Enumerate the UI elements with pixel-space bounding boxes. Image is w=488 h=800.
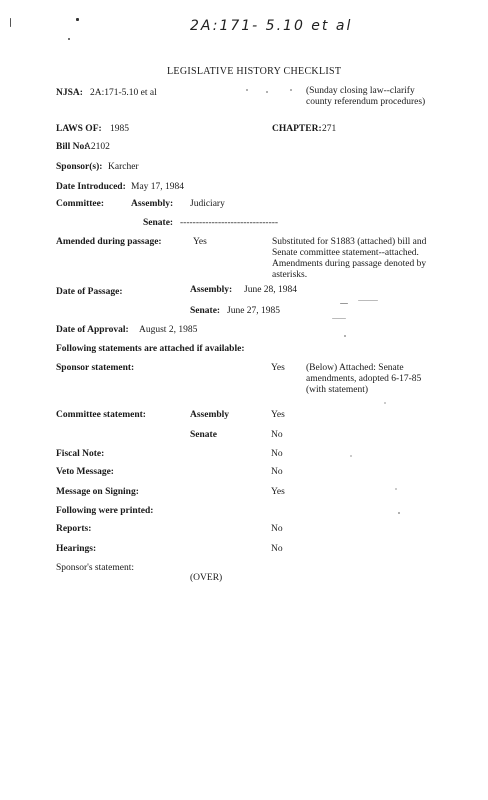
committee-senate-label: Senate: <box>143 218 174 228</box>
committee-statement-senate-value: No <box>271 430 283 440</box>
scan-mark <box>358 300 378 301</box>
message-on-signing-value: Yes <box>271 487 285 497</box>
bill-no-label: Bill No: <box>56 142 88 152</box>
laws-of-value: 1985 <box>110 124 129 134</box>
page-title: LEGISLATIVE HISTORY CHECKLIST <box>167 66 342 77</box>
passage-assembly-label: Assembly: <box>190 285 233 295</box>
scan-mark <box>76 18 79 21</box>
sponsor-value: Karcher <box>108 162 139 172</box>
scan-mark <box>384 402 386 404</box>
scan-mark <box>395 488 397 490</box>
amended-label: Amended during passage: <box>56 237 162 247</box>
reports-label: Reports: <box>56 524 92 534</box>
scan-mark <box>340 303 348 304</box>
scan-mark <box>332 318 346 319</box>
njsa-label: NJSA: <box>56 88 83 98</box>
fiscal-note-value: No <box>271 449 283 459</box>
committee-statement-assembly-label: Assembly <box>190 410 230 420</box>
committee-assembly-value: Judiciary <box>190 199 225 209</box>
hearings-label: Hearings: <box>56 544 97 554</box>
chapter-label: CHAPTER: <box>272 124 322 134</box>
bill-no-value: A2102 <box>84 142 110 152</box>
sponsor-statement-value: Yes <box>271 363 285 373</box>
date-of-approval-label: Date of Approval: <box>56 325 129 335</box>
committee-assembly-label: Assembly: <box>131 199 174 209</box>
chapter-value: 271 <box>322 124 337 134</box>
scan-mark <box>350 455 352 457</box>
passage-senate-value: June 27, 1985 <box>227 306 281 316</box>
committee-statement-assembly-value: Yes <box>271 410 285 420</box>
sponsor-statement-label: Sponsor statement: <box>56 363 135 373</box>
sponsor-label: Sponsor(s): <box>56 162 103 172</box>
fiscal-note-label: Fiscal Note: <box>56 449 105 459</box>
committee-label: Committee: <box>56 199 105 209</box>
passage-senate-label: Senate: <box>190 306 221 316</box>
amended-note: Substituted for S1883 (attached) bill and Senate committee statement--attached. Amendments during passage denoted by asterisks. <box>272 237 427 280</box>
date-of-approval-value: August 2, 1985 <box>139 325 198 335</box>
reports-value: No <box>271 524 283 534</box>
scan-mark <box>10 18 11 27</box>
amended-value: Yes <box>193 237 207 247</box>
scan-mark <box>344 335 346 337</box>
following-printed-heading: Following were printed: <box>56 506 154 516</box>
over-note: (OVER) <box>190 573 223 583</box>
scan-mark <box>246 89 248 91</box>
passage-assembly-value: June 28, 1984 <box>244 285 298 295</box>
date-introduced-value: May 17, 1984 <box>131 182 185 192</box>
message-on-signing-label: Message on Signing: <box>56 487 139 497</box>
veto-message-label: Veto Message: <box>56 467 114 477</box>
scan-mark <box>68 38 70 40</box>
sponsors-statement-footer: Sponsor's statement: <box>56 563 134 573</box>
njsa-value: 2A:171-5.10 et al <box>90 88 157 98</box>
hearings-value: No <box>271 544 283 554</box>
scan-mark <box>398 512 400 514</box>
laws-of-label: LAWS OF: <box>56 124 102 134</box>
following-attached-heading: Following statements are attached if available: <box>56 344 245 354</box>
committee-statement-label: Committee statement: <box>56 410 146 420</box>
scan-mark <box>266 91 268 93</box>
date-of-passage-label: Date of Passage: <box>56 287 123 297</box>
njsa-note: (Sunday closing law--clarify county referendum procedures) <box>306 86 426 107</box>
committee-statement-senate-label: Senate <box>190 430 217 440</box>
sponsor-statement-note: (Below) Attached: Senate amendments, adopted 6-17-85 (with statement) <box>306 363 422 395</box>
veto-message-value: No <box>271 467 283 477</box>
handwritten-note: 2A:171- 5.10 et al <box>190 18 353 34</box>
scan-mark <box>290 89 292 91</box>
date-introduced-label: Date Introduced: <box>56 182 126 192</box>
committee-senate-value: ------------------------------- <box>180 218 279 228</box>
